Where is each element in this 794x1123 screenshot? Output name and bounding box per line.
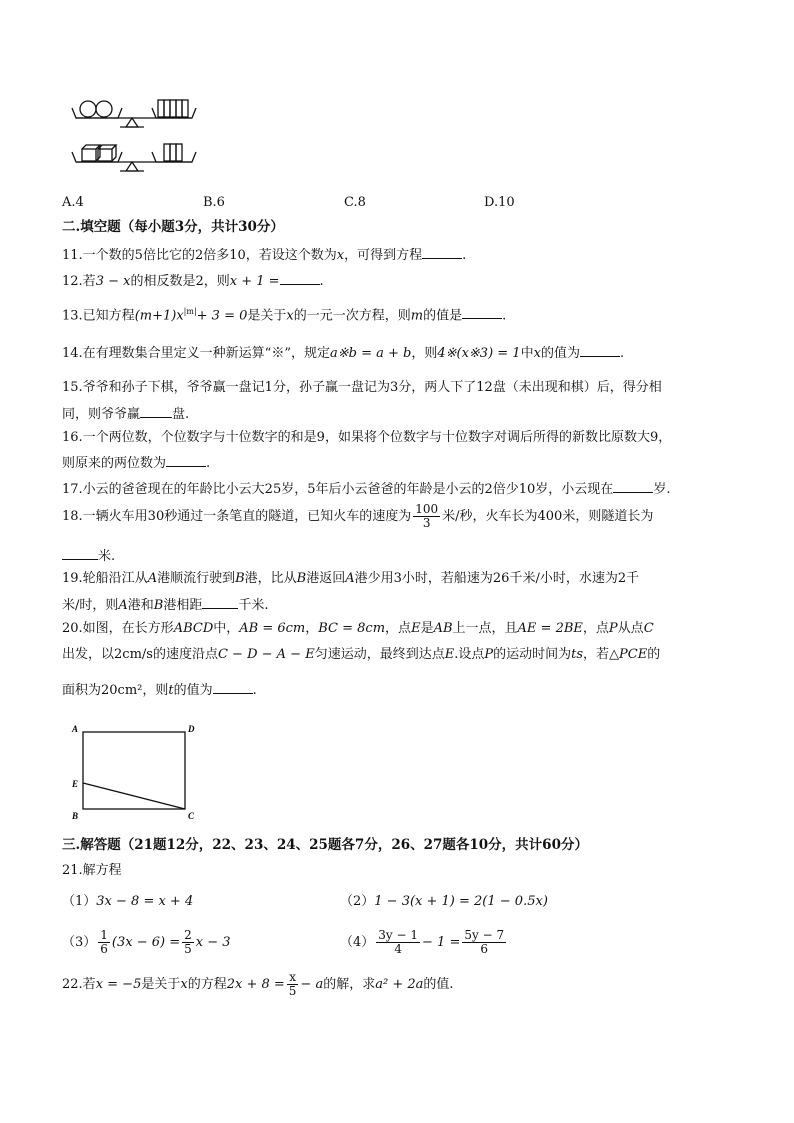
label-d: D <box>188 724 195 734</box>
question-20-line3: 面积为20cm²，则t的值为 . <box>62 680 257 700</box>
answer-blank <box>422 245 462 259</box>
choice-a: A.4 <box>62 195 84 210</box>
question-16-line2: 则原来的两位数为 . <box>62 453 210 473</box>
question-12: 12.若3 − x的相反数是2，则x + 1 = . <box>62 271 324 291</box>
question-13: 13.已知方程$(m+1)x^{|m|}+ 3 = 0$是关于x的一元一次方程，则m的值是 . <box>62 307 507 324</box>
label-e: E <box>72 779 79 789</box>
question-16-line1: 16.一个两位数，个位数字与十位数字的和是9，如果将个位数字与十位数字对调后所得的新数比原数大9， <box>62 430 672 445</box>
label-c: C <box>188 811 195 821</box>
answer-blank <box>213 680 253 694</box>
speed-fraction: $\frac{100}{3}$ <box>415 502 439 530</box>
answer-blank <box>580 343 620 357</box>
question-19-line2: 米/时，则A港和B港相距 千米. <box>62 595 269 615</box>
label-a: A <box>72 724 79 734</box>
section2-title: 二.填空题（每小题3分，共计30分） <box>62 219 284 235</box>
answer-blank <box>166 453 206 467</box>
question-19-line1: 19.轮船沿江从A港顺流行驶到B港，比从B港返回A港少用3小时，若船速为26千米/小时，水速为2千 <box>62 571 640 586</box>
balance-scale-figure <box>68 96 208 182</box>
choice-d: D.10 <box>484 195 515 210</box>
answer-blank <box>280 271 320 285</box>
question-22: 22.若x = −5是关于x的方程2x + 8 = $\frac{x}{5}$ − a的解，求a² + 2a的值. <box>62 970 454 998</box>
question-15-line2: 同，则爷爷赢 盘. <box>62 404 189 424</box>
question-17: 17.小云的爸爸现在的年龄比小云大25岁，5年后小云爸爸的年龄是小云的2倍少10岁，小云现在 岁. <box>62 479 670 499</box>
question-20-line2: 出发，以2cm/s的速度沿点C − D − A − E匀速运动，最终到达点E.设点P的运动时间为ts，若△PCE的 <box>62 647 661 662</box>
question-15-line1: 15.爷爷和孙子下棋，爷爷赢一盘记1分，孙子赢一盘记为3分，两人下了12盘（未出现和棋）后，得分相 <box>62 380 662 395</box>
question-20-line1: 20.如图，在长方形ABCD中，AB = 6cm，BC = 8cm，点E是AB上一点，且AE = 2BE，点P从点C <box>62 621 654 636</box>
question-21-title: 21.解方程 <box>62 863 122 878</box>
question-21-part1: （1）3x − 8 = x + 4 <box>62 894 194 909</box>
answer-blank <box>613 479 653 493</box>
answer-blank <box>62 546 98 560</box>
answer-blank <box>202 595 238 609</box>
question-18-line2: 米. <box>62 546 115 566</box>
rectangle-abcd-figure <box>66 722 200 824</box>
question-11: 11.一个数的5倍比它的2倍多10，若设这个数为x，可得到方程 . <box>62 245 466 265</box>
label-b: B <box>72 811 79 821</box>
question-18-line1: 18.一辆火车用30秒通过一条笔直的隧道，已知火车的速度为 $\frac{100}{3}$ 米/秒，火车长为400米，则隧道长为 <box>62 502 654 530</box>
question-21-part2: （2）1 − 3(x + 1) = 2(1 − 0.5x) <box>340 894 548 909</box>
question-14: 14.在有理数集合里定义一种新运算“※”，规定a※b = a + b，则4※(x※3) = 1中x的值为 . <box>62 343 624 363</box>
choice-b: B.6 <box>203 195 225 210</box>
section3-title: 三.解答题（21题12分，22、23、24、25题各7分，26、27题各10分，共计60分） <box>62 837 588 853</box>
choice-c: C.8 <box>344 195 366 210</box>
question-21-part4: （4） $\frac{3y - 1}{4}$ − 1 = $\frac{5y - 7}{6}$ <box>340 928 505 956</box>
answer-blank <box>462 305 502 319</box>
question-21-part3: （3） $\frac{1}{6}$ (3x − 6) = $\frac{2}{5}$ x − 3 <box>62 928 231 956</box>
answer-blank <box>140 404 172 418</box>
